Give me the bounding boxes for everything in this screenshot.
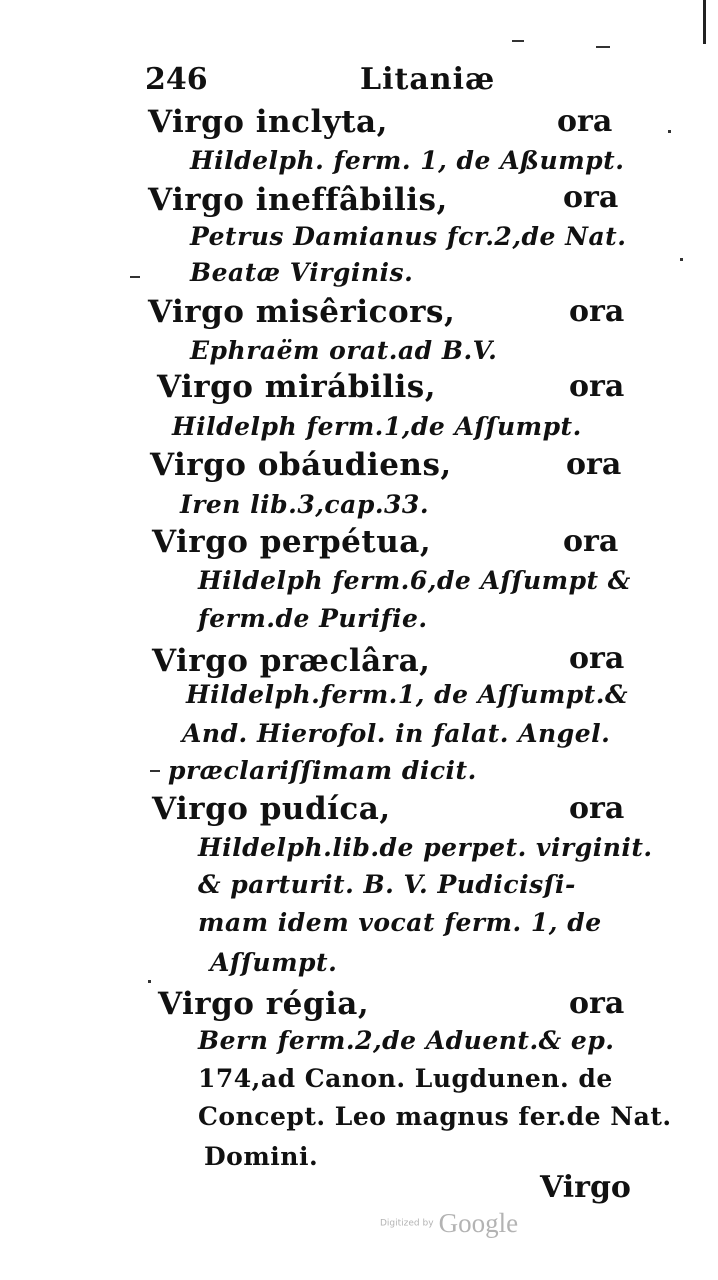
speck bbox=[150, 770, 160, 772]
response-ora: ora bbox=[563, 180, 619, 215]
invocation-title: Virgo misêricors, bbox=[148, 294, 456, 330]
response-ora: ora bbox=[569, 791, 625, 826]
page-edge-mark bbox=[703, 0, 706, 44]
invocation-title: Virgo obáudiens, bbox=[150, 447, 452, 483]
citation-line: Beatæ Virginis. bbox=[190, 258, 414, 287]
invocation-title: Virgo præclâra, bbox=[152, 643, 431, 679]
page-number: 246 bbox=[145, 62, 208, 97]
citation-line: Hildelph ferm.1,de Aſſumpt. bbox=[172, 412, 582, 441]
speck bbox=[668, 130, 671, 133]
speck bbox=[512, 40, 524, 42]
citation-line: Ephraëm orat.ad B.V. bbox=[190, 336, 498, 365]
speck bbox=[130, 276, 140, 278]
citation-line: And. Hierofol. in falat. Angel. bbox=[182, 719, 611, 748]
citation-line: Hildelph.ferm.1, de Aſſumpt.& bbox=[186, 680, 629, 709]
watermark-google-text: Google bbox=[438, 1208, 519, 1238]
response-ora: ora bbox=[569, 986, 625, 1021]
citation-line: Hildelph ferm.6,de Aſſumpt & bbox=[198, 566, 631, 595]
citation-line: ferm.de Purifie. bbox=[198, 604, 428, 633]
response-ora: ora bbox=[569, 294, 625, 329]
citation-line: Concept. Leo magnus fer.de Nat. bbox=[198, 1102, 672, 1131]
invocation-title: Virgo perpétua, bbox=[152, 524, 432, 560]
response-ora: ora bbox=[569, 369, 625, 404]
citation-line: & parturit. B. V. Pudicisſi- bbox=[198, 870, 576, 899]
citation-line: Bern ferm.2,de Aduent.& ep. bbox=[198, 1026, 615, 1055]
digitized-by-google-watermark bbox=[380, 1208, 518, 1239]
response-ora: ora bbox=[557, 104, 613, 139]
invocation-title: Virgo régia, bbox=[158, 986, 370, 1022]
citation-line: Aſſumpt. bbox=[210, 948, 338, 977]
citation-line: Iren lib.3,cap.33. bbox=[180, 490, 430, 519]
watermark-small-text: Digitized by bbox=[380, 1218, 434, 1229]
response-ora: ora bbox=[566, 447, 622, 482]
citation-line: Hildelph.lib.de perpet. virginit. bbox=[198, 833, 653, 862]
citation-line: Domini. bbox=[204, 1142, 319, 1171]
speck bbox=[596, 46, 610, 48]
page-header bbox=[145, 62, 625, 102]
speck bbox=[148, 980, 151, 983]
invocation-title: Virgo inclyta, bbox=[148, 104, 388, 140]
response-ora: ora bbox=[569, 641, 625, 676]
invocation-title: Virgo mirábilis, bbox=[157, 369, 437, 405]
citation-line: mam idem vocat ferm. 1, de bbox=[198, 908, 602, 937]
citation-line: præclariſſimam dicit. bbox=[168, 756, 477, 785]
citation-line: Petrus Damianus fcr.2,de Nat. bbox=[190, 222, 627, 251]
catchword: Virgo bbox=[540, 1170, 631, 1205]
speck bbox=[680, 258, 683, 261]
invocation-title: Virgo ineffâbilis, bbox=[148, 182, 448, 218]
response-ora: ora bbox=[563, 524, 619, 559]
running-head: Litaniæ bbox=[360, 62, 496, 97]
invocation-title: Virgo pudíca, bbox=[152, 791, 391, 827]
citation-line: Hildelph. ferm. 1, de Aßumpt. bbox=[190, 146, 625, 175]
citation-line: 174,ad Canon. Lugdunen. de bbox=[198, 1064, 613, 1093]
